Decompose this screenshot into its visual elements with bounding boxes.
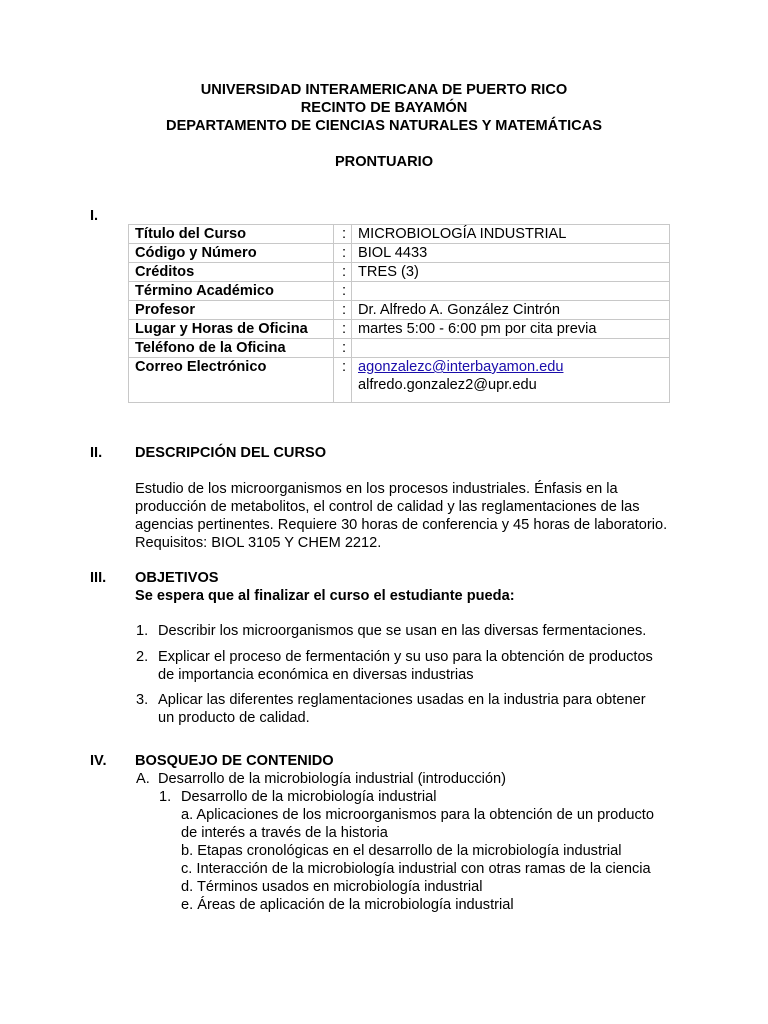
colon: :: [334, 339, 352, 358]
course-description: Estudio de los microorganismos en los procesos industriales. Énfasis en la producción de metabolitos, el control de calidad y las reglamentaciones de las agencias pertinentes. Requiere 30 horas de conferencia y 45 horas de laboratorio. Requisitos: BIOL 3105 Y CHEM 2212.: [135, 481, 668, 551]
outline-item: Desarrollo de la microbiología industrial (introducción): [158, 771, 506, 787]
section-2-numeral: II.: [90, 445, 103, 461]
academic-term-label: Término Académico: [129, 282, 334, 301]
outline-point: a. Aplicaciones de los microorganismos para la obtención de un producto: [181, 807, 654, 823]
office-hours-value: martes 5:00 - 6:00 pm por cita previa: [352, 320, 670, 339]
section-1-numeral: I.: [90, 208, 99, 224]
course-title-label: Título del Curso: [129, 225, 334, 244]
colon: :: [334, 244, 352, 263]
objective-item-line: Aplicar las diferentes reglamentaciones usadas en la industria para obtener: [158, 692, 646, 708]
professor-value: Dr. Alfredo A. González Cintrón: [352, 301, 670, 320]
table-row: [129, 225, 670, 244]
table-row: [129, 320, 670, 339]
credits-value: TRES (3): [352, 263, 670, 282]
outline-subitem: Desarrollo de la microbiología industrial: [181, 789, 437, 805]
objective-number: 2.: [136, 649, 149, 665]
section-2-heading: DESCRIPCIÓN DEL CURSO: [135, 445, 327, 461]
outline-point: e. Áreas de aplicación de la microbiología industrial: [181, 897, 514, 913]
table-row: [129, 339, 670, 358]
section-4-numeral: IV.: [90, 753, 107, 769]
university-name: UNIVERSIDAD INTERAMERICANA DE PUERTO RICO: [200, 82, 568, 98]
outline-number: 1.: [159, 789, 172, 805]
course-title-value: MICROBIOLOGÍA INDUSTRIAL: [352, 225, 670, 244]
objective-number: 1.: [136, 623, 149, 639]
objective-item-line: un producto de calidad.: [158, 710, 310, 726]
section-3-heading: OBJETIVOS: [135, 570, 219, 586]
objective-item-line: de importancia económica en diversas industrias: [158, 667, 474, 683]
email-value: [352, 358, 670, 403]
table-row: [129, 263, 670, 282]
email-label: Correo Electrónico: [129, 358, 334, 403]
objective-number: 3.: [136, 692, 149, 708]
office-hours-label: Lugar y Horas de Oficina: [129, 320, 334, 339]
objectives-intro: Se espera que al finalizar el curso el estudiante pueda:: [135, 588, 515, 604]
colon: :: [334, 301, 352, 320]
email-secondary: alfredo.gonzalez2@upr.edu: [358, 377, 537, 393]
colon: :: [334, 282, 352, 301]
document-title: PRONTUARIO: [334, 154, 434, 170]
course-code-value: BIOL 4433: [352, 244, 670, 263]
office-phone-label: Teléfono de la Oficina: [129, 339, 334, 358]
professor-label: Profesor: [129, 301, 334, 320]
table-row: [129, 301, 670, 320]
colon: :: [334, 320, 352, 339]
credits-label: Créditos: [129, 263, 334, 282]
table-row: [129, 282, 670, 301]
academic-term-value: [352, 282, 670, 301]
objective-item: Describir los microorganismos que se usan en las diversas fermentaciones.: [158, 623, 647, 639]
outline-letter: A.: [136, 771, 150, 787]
colon: :: [334, 263, 352, 282]
outline-point-continued: de interés a través de la historia: [181, 825, 388, 841]
section-4-heading: BOSQUEJO DE CONTENIDO: [135, 753, 334, 769]
table-row: [129, 244, 670, 263]
colon: :: [334, 225, 352, 244]
section-3-numeral: III.: [90, 570, 107, 586]
objective-item-line: Explicar el proceso de fermentación y su uso para la obtención de productos: [158, 649, 653, 665]
office-phone-value: [352, 339, 670, 358]
table-row: [129, 358, 670, 403]
colon: :: [334, 358, 352, 403]
department-name: DEPARTAMENTO DE CIENCIAS NATURALES Y MATEMÁTICAS: [166, 118, 602, 134]
course-code-label: Código y Número: [129, 244, 334, 263]
outline-point: d. Términos usados en microbiología industrial: [181, 879, 483, 895]
campus-name: RECINTO DE BAYAMÓN: [300, 100, 468, 116]
course-info-table: [128, 224, 670, 403]
outline-point: b. Etapas cronológicas en el desarrollo de la microbiología industrial: [181, 843, 622, 859]
email-link[interactable]: agonzalezc@interbayamon.edu: [358, 359, 564, 375]
outline-point: c. Interacción de la microbiología industrial con otras ramas de la ciencia: [181, 861, 651, 877]
